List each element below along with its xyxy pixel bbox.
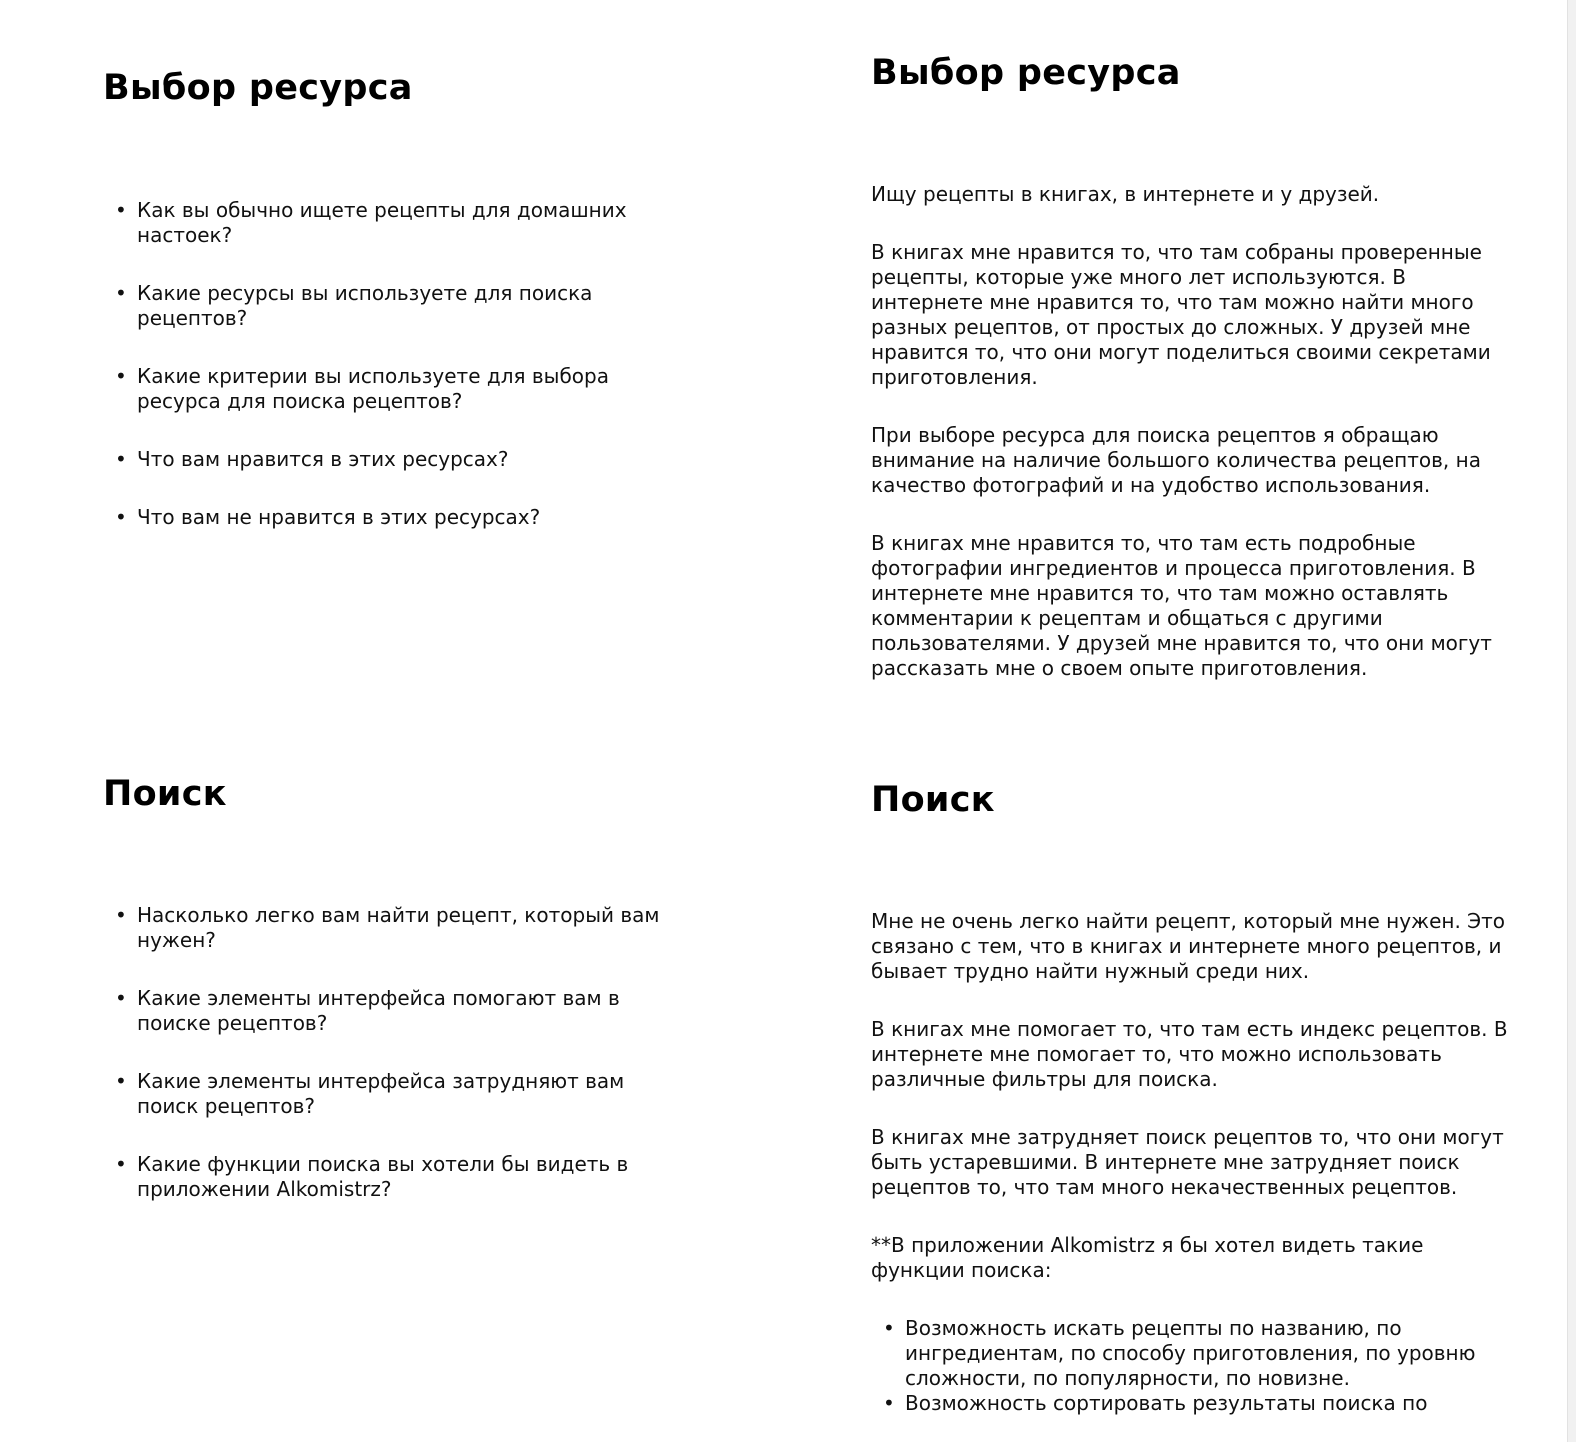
section-title: Поиск bbox=[871, 780, 995, 820]
section-title: Выбор ресурса bbox=[103, 68, 413, 108]
left-section-search bbox=[103, 774, 703, 814]
answer-paragraph: В книгах мне нравится то, что там собраны проверенные рецепты, которые уже много лет используются. В интернете мне нравится то, что там можно найти много разных рецептов, от простых до сложных. У друзей мне нравится то, что они могут поделиться своими секретами приготовления. bbox=[871, 240, 1491, 389]
question-item: • Какие функции поиска вы хотели бы видеть в приложении Alkomistrz? bbox=[103, 1152, 663, 1202]
question-item: • Какие критерии вы используете для выбора ресурса для поиска рецептов? bbox=[103, 364, 663, 414]
left-section-resource-choice bbox=[103, 68, 703, 108]
right-section-search bbox=[871, 780, 1531, 820]
section-title: Поиск bbox=[103, 774, 227, 814]
feature-list bbox=[871, 1316, 1511, 1416]
answer-paragraph: В книгах мне затрудняет поиск рецептов то, что они могут быть устаревшими. В интернете мне затрудняет поиск рецептов то, что там много некачественных рецептов. bbox=[871, 1125, 1504, 1199]
question-item: • Что вам не нравится в этих ресурсах? bbox=[103, 505, 663, 530]
answer-paragraph: Ищу рецепты в книгах, в интернете и у друзей. bbox=[871, 182, 1380, 206]
feature-item: • Возможность искать рецепты по названию, по ингредиентам, по способу приготовления, по уровню сложности, по популярности, по новизне. bbox=[871, 1316, 1511, 1391]
section-title: Выбор ресурса bbox=[871, 53, 1181, 93]
answer-paragraph: При выборе ресурса для поиска рецептов я обращаю внимание на наличие большого количества рецептов, на качество фотографий и на удобство использования. bbox=[871, 423, 1481, 497]
feature-item: • Возможность сортировать результаты поиска по bbox=[871, 1391, 1511, 1416]
question-item: • Какие ресурсы вы используете для поиска рецептов? bbox=[103, 281, 663, 331]
right-answers-resource-choice bbox=[871, 182, 1511, 714]
question-item: • Какие элементы интерфейса затрудняют вам поиск рецептов? bbox=[103, 1069, 663, 1119]
answer-paragraph: Мне не очень легко найти рецепт, который мне нужен. Это связано с тем, что в книгах и интернете много рецептов, и бывает трудно найти нужный среди них. bbox=[871, 909, 1506, 983]
answer-paragraph: В книгах мне помогает то, что там есть индекс рецептов. В интернете мне помогает то, что можно использовать различные фильтры для поиска. bbox=[871, 1017, 1508, 1091]
answer-paragraph: **В приложении Alkomistrz я бы хотел видеть такие функции поиска: bbox=[871, 1233, 1424, 1282]
left-questions-resource-choice bbox=[103, 198, 663, 563]
question-item: • Как вы обычно ищете рецепты для домашних настоек? bbox=[103, 198, 663, 248]
answer-paragraph: В книгах мне нравится то, что там есть подробные фотографии ингредиентов и процесса приготовления. В интернете мне нравится то, что там можно оставлять комментарии к рецептам и общаться с другими пользователями. У друзей мне нравится то, что они могут рассказать мне о своем опыте приготовления. bbox=[871, 531, 1492, 680]
page-edge-scrollbar bbox=[1567, 0, 1576, 1442]
question-item: • Какие элементы интерфейса помогают вам в поиске рецептов? bbox=[103, 986, 663, 1036]
right-answers-search bbox=[871, 909, 1511, 1416]
right-section-resource-choice bbox=[871, 53, 1531, 93]
question-item: • Насколько легко вам найти рецепт, который вам нужен? bbox=[103, 903, 663, 953]
left-questions-search bbox=[103, 903, 663, 1235]
question-item: • Что вам нравится в этих ресурсах? bbox=[103, 447, 663, 472]
